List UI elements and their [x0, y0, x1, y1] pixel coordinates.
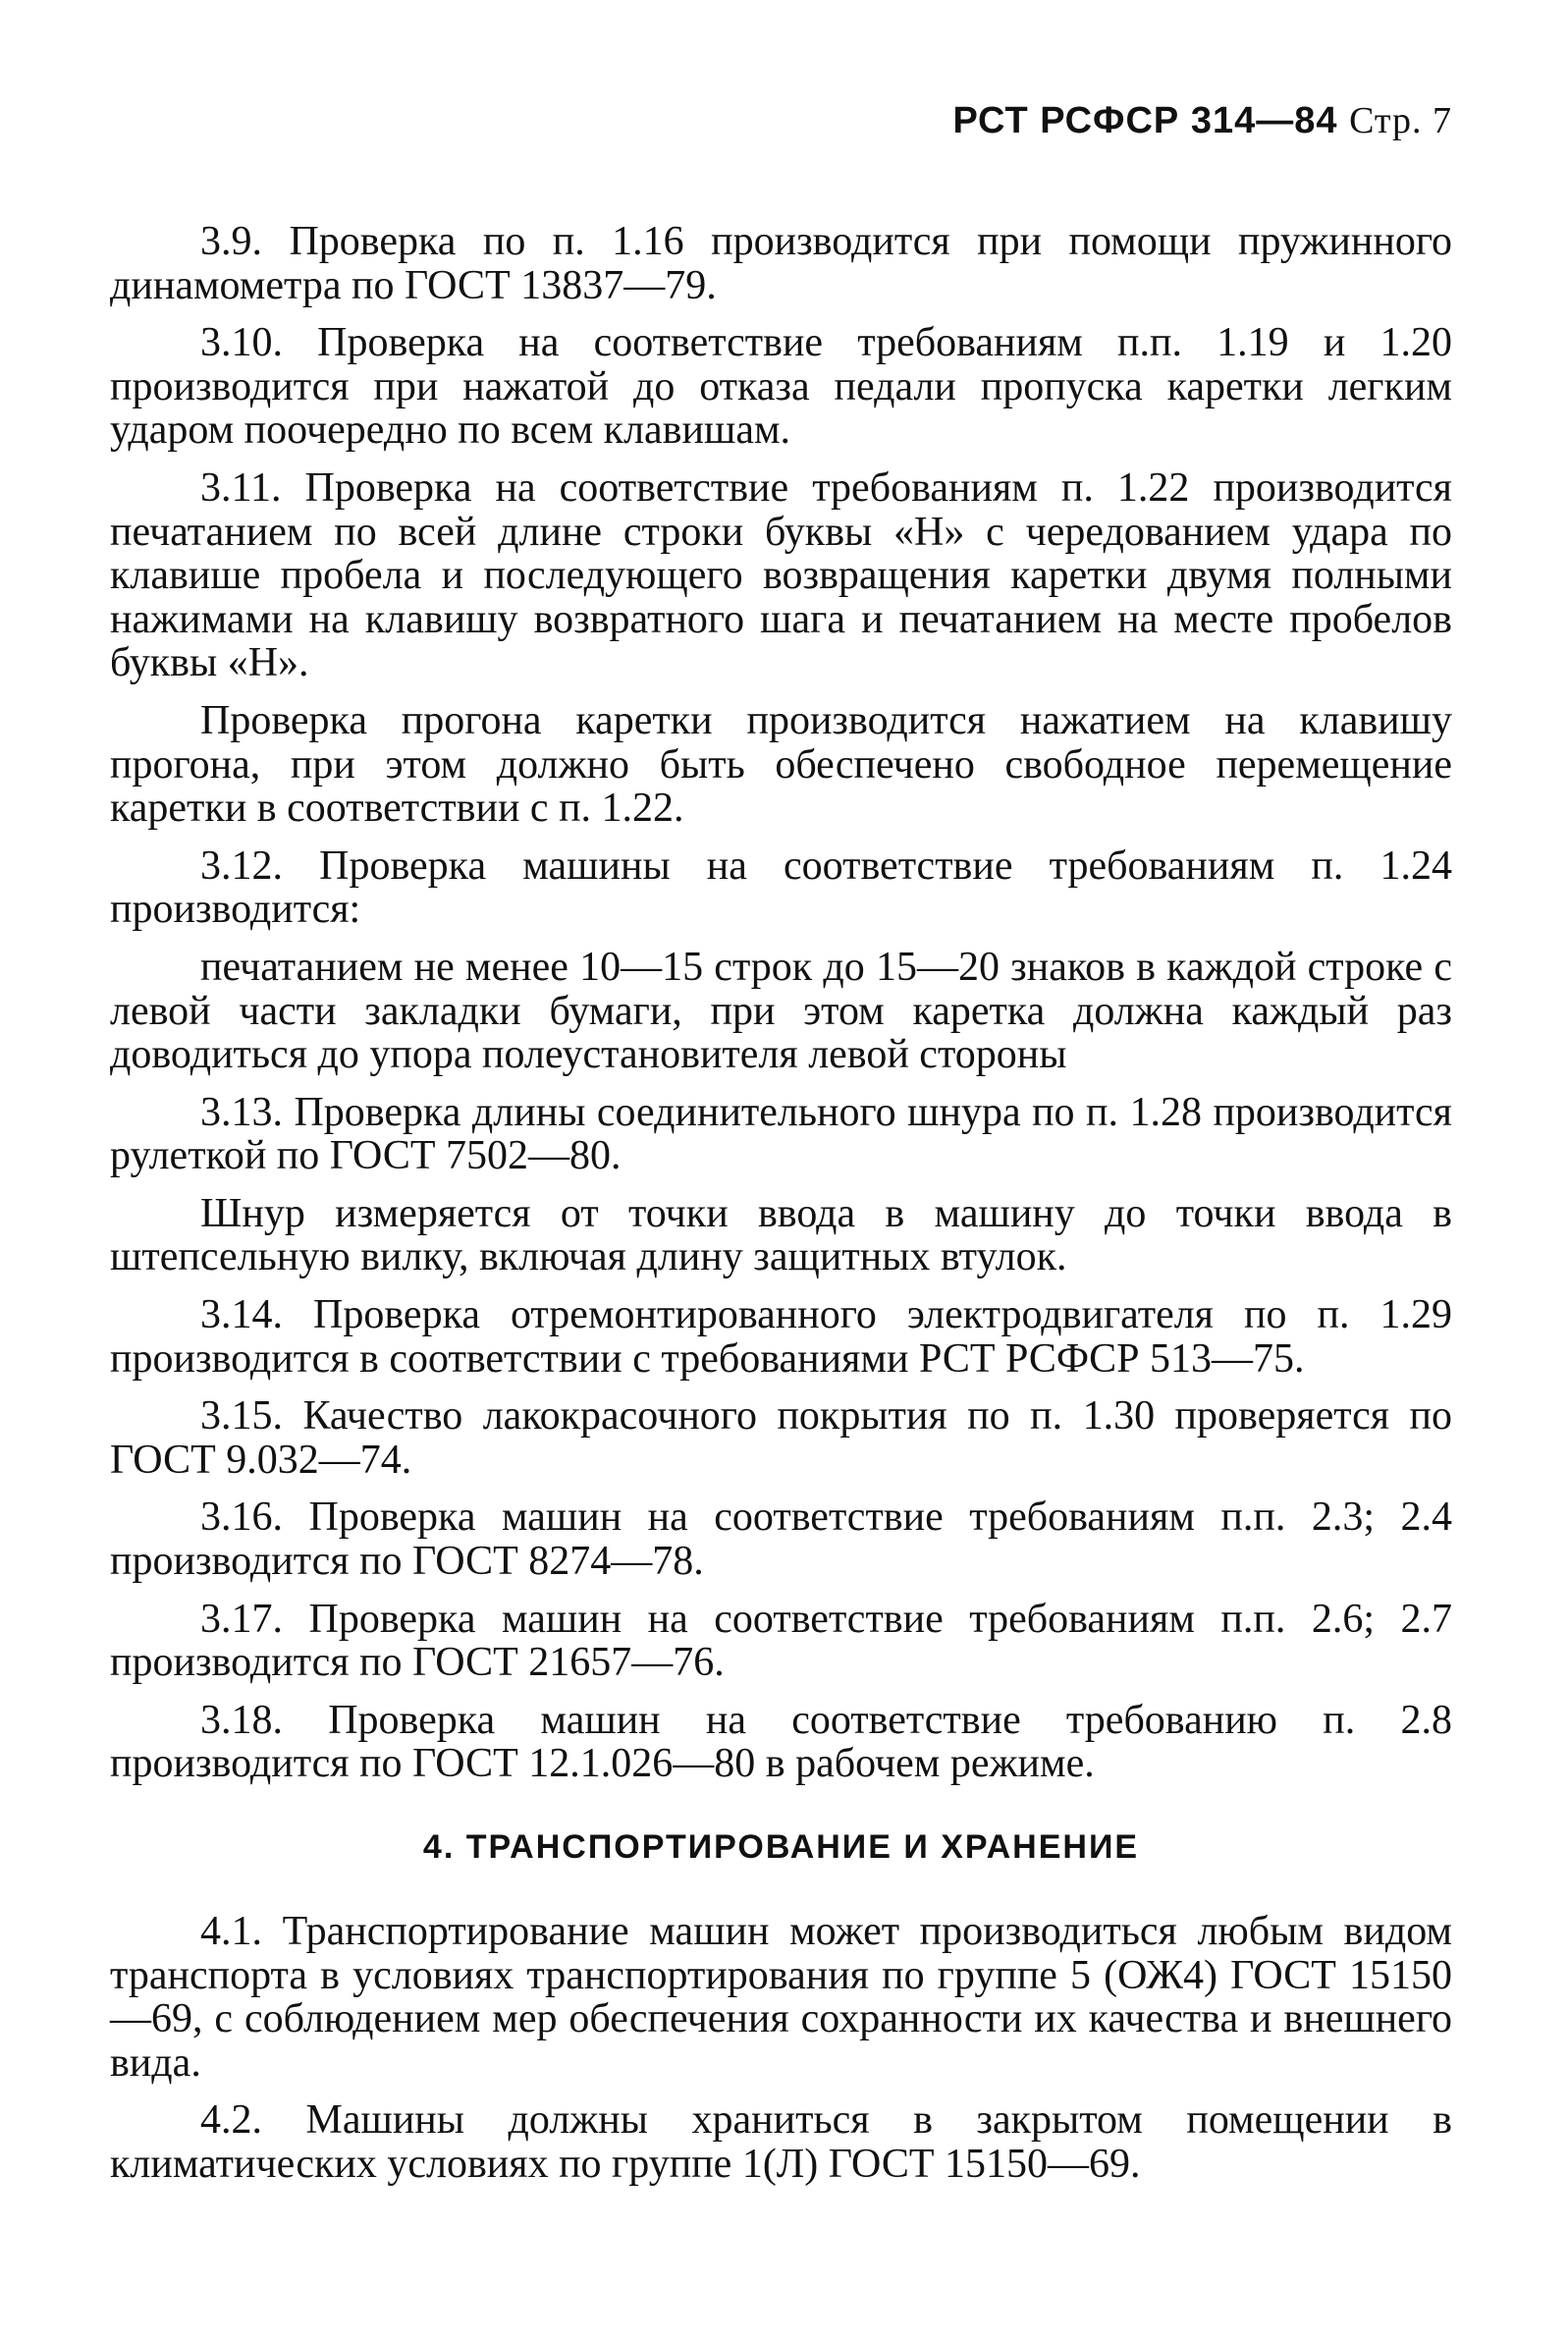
- paragraph-printing-test: печатанием не менее 10—15 строк до 15—20 знаков в каждой строке с левой части закладки бумаги, при этом каретка должна каждый раз доводиться до упора полеустановителя левой стороны: [110, 944, 1452, 1078]
- page-header: [110, 98, 1452, 143]
- paragraph-3-16: 3.16. Проверка машин на соответствие требованиям п.п. 2.3; 2.4 производится по ГОСТ 8274—78.: [110, 1495, 1452, 1585]
- paragraph-3-18: 3.18. Проверка машин на соответствие требованию п. 2.8 производится по ГОСТ 12.1.026—80 в рабочем режиме.: [110, 1697, 1452, 1787]
- paragraph-3-14: 3.14. Проверка отремонтированного электродвигателя по п. 1.29 производится в соответствии с требованиями РСТ РСФСР 513—75.: [110, 1292, 1452, 1382]
- paragraph-4-2: 4.2. Машины должны храниться в закрытом помещении в климатических условиях по группе 1(Л) ГОСТ 15150—69.: [110, 2097, 1452, 2187]
- paragraph-3-13: 3.13. Проверка длины соединительного шнура по п. 1.28 производится рулеткой по ГОСТ 7502—80.: [110, 1089, 1452, 1179]
- paragraph-3-17: 3.17. Проверка машин на соответствие требованиям п.п. 2.6; 2.7 производится по ГОСТ 21657—76.: [110, 1596, 1452, 1686]
- paragraph-3-9: 3.9. Проверка по п. 1.16 производится при помощи пружинного динамометра по ГОСТ 13837—79.: [110, 219, 1452, 308]
- paragraph-3-11: 3.11. Проверка на соответствие требованиям п. 1.22 производится печатанием по всей длине строки буквы «Н» с чередованием удара по клавише пробела и последующего возвращения каретки двумя полными нажимами на клавишу возвратного шага и печатанием на месте пробелов буквы «Н».: [110, 464, 1452, 686]
- paragraph-3-12: 3.12. Проверка машины на соответствие требованиям п. 1.24 производится:: [110, 843, 1452, 933]
- paragraph-4-1: 4.1. Транспортирование машин может производиться любым видом транспорта в условиях транспортирования по группе 5 (ОЖ4) ГОСТ 15150—69, с соблюдением мер обеспечения сохранности их качества и внешнего вида.: [110, 1909, 1452, 2086]
- standard-number: РСТ РСФСР 314—84: [952, 100, 1338, 141]
- paragraph-carriage-check: Проверка прогона каретки производится нажатием на клавишу прогона, при этом должно быть обеспечено свободное перемещение каретки в соответствии с п. 1.22.: [110, 697, 1452, 832]
- paragraph-3-15: 3.15. Качество лакокрасочного покрытия по п. 1.30 проверяется по ГОСТ 9.032—74.: [110, 1393, 1452, 1483]
- paragraph-cord-measure: Шнур измеряется от точки ввода в машину до точки ввода в штепсельную вилку, включая длину защитных втулок.: [110, 1190, 1452, 1280]
- paragraph-3-10: 3.10. Проверка на соответствие требованиям п.п. 1.19 и 1.20 производится при нажатой до отказа педали пропуска каретки легким ударом поочередно по всем клавишам.: [110, 320, 1452, 454]
- section-title: 4. ТРАНСПОРТИРОВАНИЕ И ХРАНЕНИЕ: [422, 1828, 1140, 1866]
- page-number: Стр. 7: [1349, 100, 1452, 141]
